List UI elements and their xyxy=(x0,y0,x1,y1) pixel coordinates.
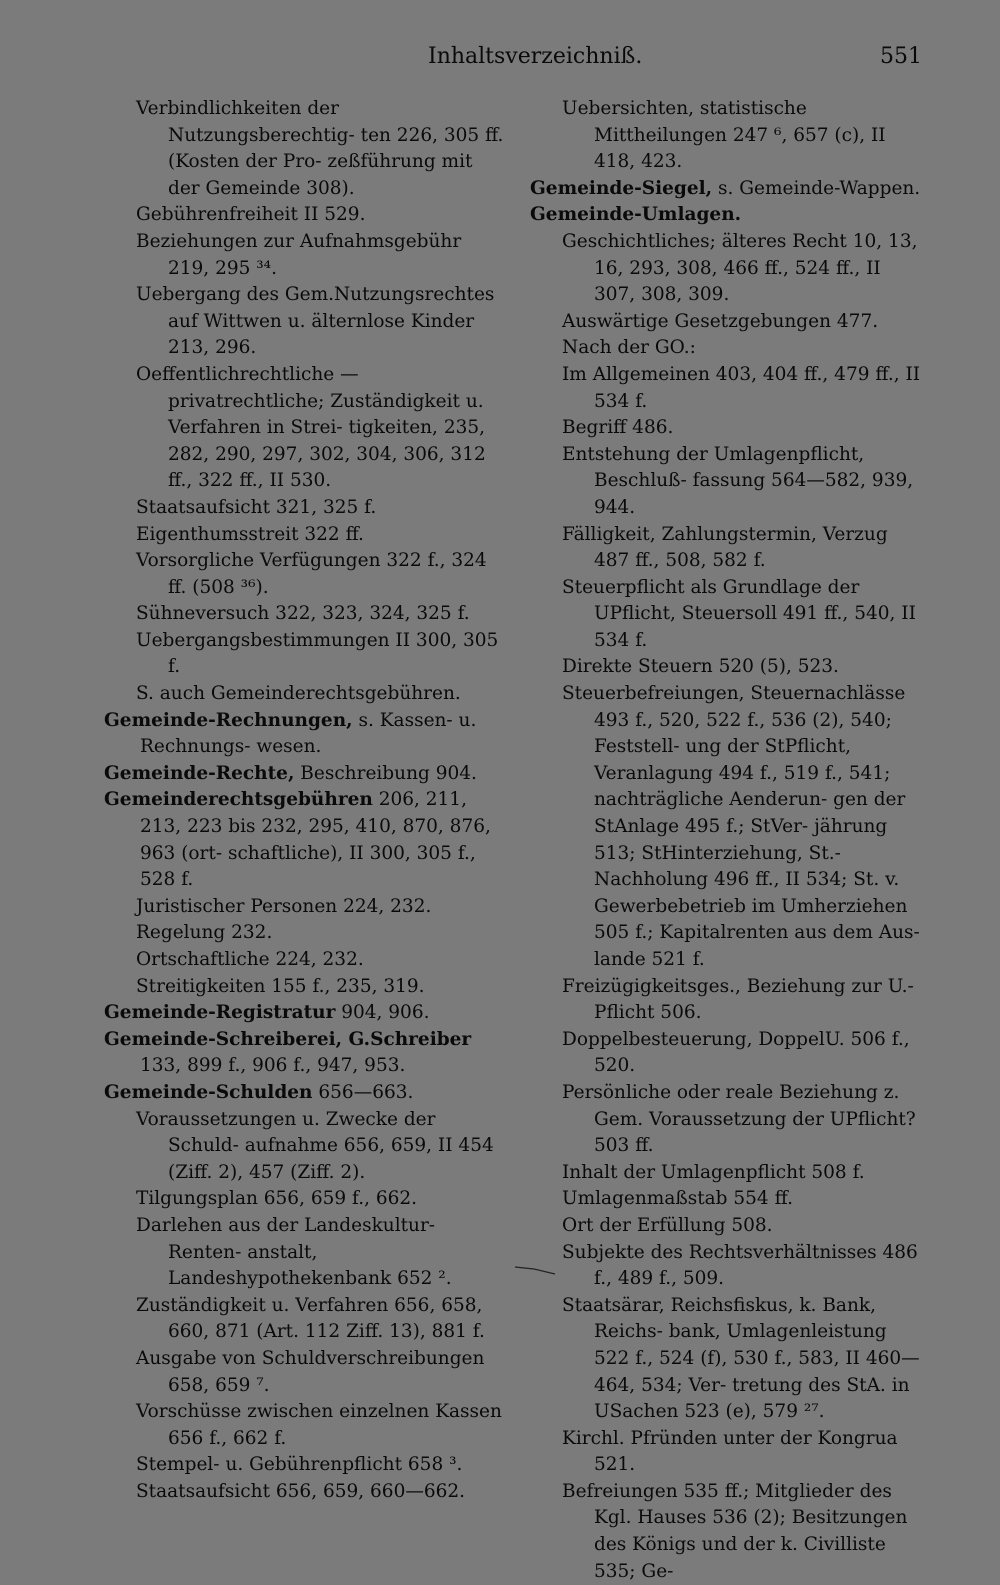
index-main-entry xyxy=(104,708,506,761)
index-subentry xyxy=(104,920,506,947)
index-subentry xyxy=(104,202,506,229)
entry-text: Stempel- u. Gebührenpflicht 658 ³. xyxy=(136,1454,463,1476)
index-subentry xyxy=(104,1213,506,1293)
entry-text: s. Gemeinde-Wappen. xyxy=(712,177,921,199)
index-subentry xyxy=(104,1293,506,1346)
entry-text: Umlagenmaßstab 554 ff. xyxy=(562,1188,793,1210)
index-subentry xyxy=(530,415,922,442)
entry-text: Oeffentlichrechtliche — privatrechtliche; Zuständigkeit u. Verfahren in Strei- tigkeiten, 235, 282, 290, 297, 302, 304, 306, 312 ff., 322 ff., II 530. xyxy=(136,363,486,492)
entry-text: Ausgabe von Schuldverschreibungen 658, 659 ⁷. xyxy=(136,1347,485,1396)
entry-heading: Gemeinde-Registratur xyxy=(104,1002,336,1024)
entry-text: Sühneversuch 322, 323, 324, 325 f. xyxy=(136,603,470,625)
entry-text: Streitigkeiten 155 f., 235, 319. xyxy=(136,975,425,997)
entry-text: Im Allgemeinen 403, 404 ff., 479 ff., II 534 f. xyxy=(562,363,921,412)
index-subentry xyxy=(104,96,506,202)
entry-text: Kirchl. Pfründen unter der Kongrua 521. xyxy=(562,1427,898,1476)
index-subentry xyxy=(530,442,922,522)
entry-text: Beschreibung 904. xyxy=(294,762,477,784)
margin-pen-mark xyxy=(514,1263,556,1275)
entry-text: Gebührenfreiheit II 529. xyxy=(136,204,366,226)
index-subentry xyxy=(530,96,922,176)
index-subentry xyxy=(530,1213,922,1240)
index-subentry xyxy=(530,522,922,575)
page-header xyxy=(0,44,1000,78)
entry-text: s. Kassen- u. Rechnungs- wesen. xyxy=(140,709,477,758)
index-subentry xyxy=(530,1293,922,1426)
entry-text: Tilgungsplan 656, 659 f., 662. xyxy=(136,1188,418,1210)
entry-text: Persönliche oder reale Beziehung z. Gem. Voraussetzung der UPflicht? 503 ff. xyxy=(562,1081,916,1157)
index-subentry xyxy=(104,548,506,601)
entry-text: Subjekte des Rechtsverhältnisses 486 f., 489 f., 509. xyxy=(562,1241,918,1290)
entry-text: Staatsärar, Reichsfiskus, k. Bank, Reichs- bank, Umlagenleistung 522 f., 524 (f), 530 f., 583, II 460—464, 534; Ver- tretung des StA. in USachen 523 (e), 579 ²⁷. xyxy=(562,1294,920,1423)
entry-text: Befreiungen 535 ff.; Mitglieder des Kgl. Hauses 536 (2); Besitzungen des Königs und der k. Civilliste 535; Ge- xyxy=(562,1480,908,1582)
entry-text: Beziehungen zur Aufnahmsgebühr 219, 295 ³⁴. xyxy=(136,230,462,279)
entry-text: Inhalt der Umlagenpflicht 508 f. xyxy=(562,1161,865,1183)
index-main-entry xyxy=(104,1000,506,1027)
index-subentry xyxy=(530,1186,922,1213)
index-subentry xyxy=(104,601,506,628)
index-subentry xyxy=(530,654,922,681)
index-subentry xyxy=(530,974,922,1027)
entry-text: Vorsorgliche Verfügungen 322 f., 324 ff. (508 ³⁶). xyxy=(136,550,487,598)
entry-text: Vorschüsse zwischen einzelnen Kassen 656 f., 662 f. xyxy=(136,1401,502,1449)
entry-heading: Gemeinderechtsgebühren xyxy=(104,789,373,811)
entry-heading: Gemeinde-Schreiberei, G.Schreiber xyxy=(104,1028,472,1050)
index-main-entry xyxy=(104,787,506,893)
entry-text: Uebergang des Gem.Nutzungsrechtes auf Wittwen u. älternlose Kinder 213, 296. xyxy=(136,284,495,359)
entry-text: Regelung 232. xyxy=(136,922,273,944)
entry-text: Ort der Erfüllung 508. xyxy=(562,1214,773,1236)
entry-text: Eigenthumsstreit 322 ff. xyxy=(136,523,364,545)
index-subentry xyxy=(104,1452,506,1479)
index-main-entry xyxy=(530,202,922,229)
entry-text: Juristischer Personen 224, 232. xyxy=(136,895,432,917)
index-main-entry xyxy=(104,1027,506,1080)
entry-text: Staatsaufsicht 656, 659, 660—662. xyxy=(136,1480,466,1502)
entry-text: Zuständigkeit u. Verfahren 656, 658, 660, 871 (Art. 112 Ziff. 13), 881 f. xyxy=(136,1294,485,1343)
entry-text: Doppelbesteuerung, DoppelU. 506 f., 520. xyxy=(562,1028,910,1077)
index-subentry xyxy=(530,335,922,362)
entry-text: Uebersichten, statistische Mittheilungen 247 ⁶, 657 (c), II 418, 423. xyxy=(562,98,886,173)
entry-text: Uebergangsbestimmungen II 300, 305 f. xyxy=(136,629,499,678)
index-subentry xyxy=(530,1240,922,1293)
entry-text: Ortschaftliche 224, 232. xyxy=(136,949,364,970)
index-main-entry xyxy=(104,761,506,788)
index-subentry xyxy=(530,1479,922,1585)
entry-text: Darlehen aus der Landeskultur-Renten- anstalt, Landeshypothekenbank 652 ². xyxy=(136,1214,452,1290)
index-subentry xyxy=(104,1479,506,1506)
index-subentry xyxy=(530,362,922,415)
index-subentry xyxy=(104,1399,506,1452)
index-subentry xyxy=(530,1080,922,1160)
entry-heading: Gemeinde-Schulden xyxy=(104,1081,313,1103)
entry-heading: Gemeinde-Umlagen. xyxy=(530,204,742,226)
index-subentry xyxy=(104,282,506,362)
entry-text: Begriff 486. xyxy=(562,417,674,439)
entry-text: 206, 211, 213, 223 bis 232, 295, 410, 870, 876, 963 (ort- schaftliche), II 300, 305 f., 528 f. xyxy=(140,789,491,891)
index-subentry xyxy=(104,974,506,1001)
index-subentry xyxy=(104,495,506,522)
index-subentry xyxy=(104,947,506,974)
index-subentry xyxy=(104,681,506,708)
index-subentry xyxy=(530,1426,922,1479)
running-title: Inhaltsverzeichniß. xyxy=(428,44,643,69)
entry-text: Verbindlichkeiten der Nutzungsberechtig- ten 226, 305 ff. (Kosten der Pro- zeßführung mit der Gemeinde 308). xyxy=(136,98,504,199)
entry-text: Direkte Steuern 520 (5), 523. xyxy=(562,656,839,678)
entry-text: Staatsaufsicht 321, 325 f. xyxy=(136,496,377,518)
index-subentry xyxy=(104,628,506,681)
entry-text: Auswärtige Gesetzgebungen 477. xyxy=(562,310,879,332)
entry-text: Fälligkeit, Zahlungstermin, Verzug 487 ff., 508, 582 f. xyxy=(562,523,888,572)
index-subentry xyxy=(104,1107,506,1187)
entry-heading: Gemeinde-Rechnungen, xyxy=(104,709,353,731)
index-subentry xyxy=(104,1346,506,1399)
index-column-right xyxy=(530,96,922,1585)
index-subentry xyxy=(530,229,922,309)
index-subentry xyxy=(104,522,506,549)
index-main-entry xyxy=(104,1080,506,1107)
index-main-entry xyxy=(530,176,922,203)
entry-text: Steuerbefreiungen, Steuernachlässe 493 f., 520, 522 f., 536 (2), 540; Feststell- ung der StPflicht, Veranlagung 494 f., 519 f., 541; nachträgliche Aenderun- gen der StAnlage 495 f.; StVer- jährung 513; StHinterziehung, St.- Nachholung 496 ff., II 534; St. v. Gewerbebetrieb im Umherziehen 505 f.; Kapitalrenten aus dem Aus- lande 521 f. xyxy=(562,683,920,970)
entry-text: Voraussetzungen u. Zwecke der Schuld- aufnahme 656, 659, II 454 (Ziff. 2), 457 (Ziff. 2). xyxy=(136,1108,494,1183)
index-column-left xyxy=(104,96,506,1505)
entry-heading: Gemeinde-Rechte, xyxy=(104,762,295,784)
index-subentry xyxy=(104,362,506,495)
index-subentry xyxy=(104,894,506,921)
index-subentry xyxy=(104,1186,506,1213)
entry-text: Nach der GO.: xyxy=(562,337,696,359)
entry-text: S. auch Gemeinderechtsgebühren. xyxy=(136,683,461,705)
entry-text: 133, 899 f., 906 f., 947, 953. xyxy=(140,1055,406,1077)
entry-text: Entstehung der Umlagenpflicht, Beschluß- fassung 564—582, 939, 944. xyxy=(562,443,914,518)
page-number: 551 xyxy=(880,44,922,69)
entry-text: Steuerpflicht als Grundlage der UPflicht, Steuersoll 491 ff., 540, II 534 f. xyxy=(562,576,916,651)
entry-text: 656—663. xyxy=(312,1081,414,1103)
index-subentry xyxy=(530,575,922,655)
entry-text: 904, 906. xyxy=(335,1002,430,1024)
index-subentry xyxy=(104,229,506,282)
index-subentry xyxy=(530,309,922,336)
index-subentry xyxy=(530,1027,922,1080)
index-subentry xyxy=(530,1160,922,1187)
entry-text: Freizügigkeitsges., Beziehung zur U.- Pflicht 506. xyxy=(562,975,914,1024)
index-subentry xyxy=(530,681,922,974)
entry-heading: Gemeinde-Siegel, xyxy=(530,177,713,199)
entry-text: Geschichtliches; älteres Recht 10, 13, 16, 293, 308, 466 ff., 524 ff., II 307, 308, 309. xyxy=(562,230,918,306)
